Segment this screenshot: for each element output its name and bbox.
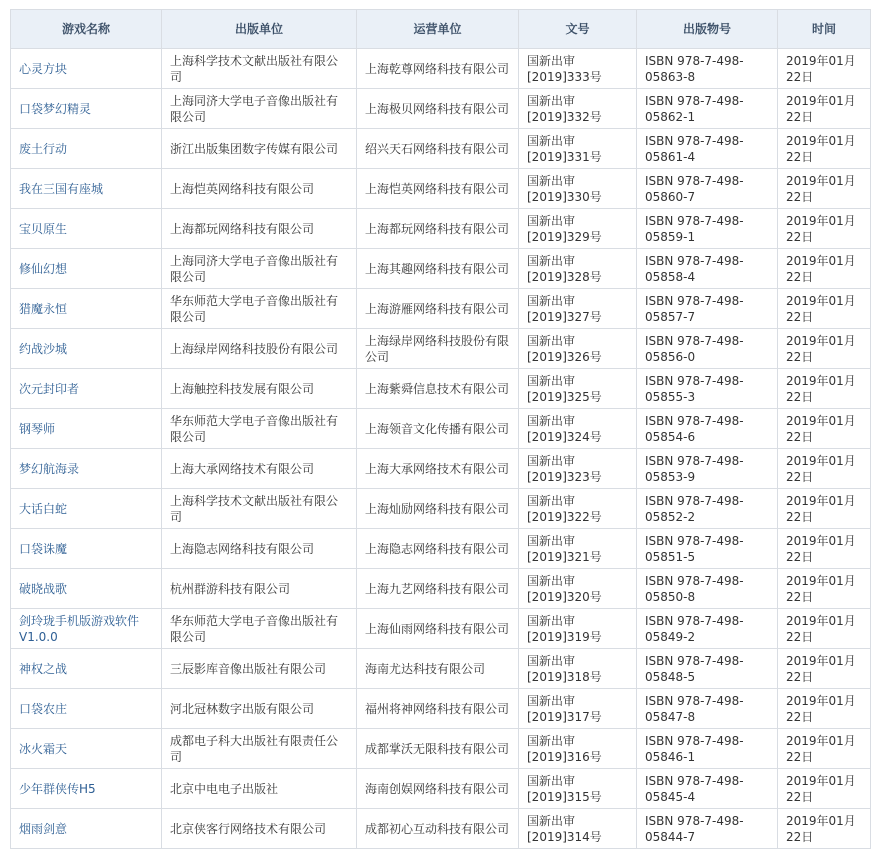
game-name-cell[interactable]: 剑玲珑手机版游戏软件V1.0.0: [11, 609, 162, 649]
publisher-cell: 上海大承网络技术有限公司: [162, 449, 357, 489]
game-name-cell[interactable]: 口袋农庄: [11, 689, 162, 729]
approval-number-cell: 国新出审[2019]318号: [519, 649, 637, 689]
table-header: [11, 10, 871, 49]
date-cell: 2019年01月22日: [778, 89, 871, 129]
table-row: [11, 369, 871, 409]
date-cell: 2019年01月22日: [778, 609, 871, 649]
table-row: [11, 569, 871, 609]
game-name-cell[interactable]: 口袋诛魔: [11, 529, 162, 569]
isbn-cell: ISBN 978-7-498-05859-1: [637, 209, 778, 249]
game-name-cell[interactable]: 废土行动: [11, 129, 162, 169]
approval-number-cell: 国新出审[2019]317号: [519, 689, 637, 729]
table-row: [11, 129, 871, 169]
approval-number-cell: 国新出审[2019]325号: [519, 369, 637, 409]
approval-number-cell: 国新出审[2019]327号: [519, 289, 637, 329]
table-row: [11, 49, 871, 89]
date-cell: 2019年01月22日: [778, 729, 871, 769]
operator-cell: 上海隐志网络科技有限公司: [357, 529, 519, 569]
approval-number-cell: 国新出审[2019]320号: [519, 569, 637, 609]
date-cell: 2019年01月22日: [778, 489, 871, 529]
operator-cell: 上海游雁网络科技有限公司: [357, 289, 519, 329]
date-cell: 2019年01月22日: [778, 809, 871, 849]
isbn-cell: ISBN 978-7-498-05851-5: [637, 529, 778, 569]
game-name-cell[interactable]: 烟雨剑意: [11, 809, 162, 849]
approval-number-cell: 国新出审[2019]316号: [519, 729, 637, 769]
game-approval-table: [10, 9, 871, 849]
operator-cell: 海南创娱网络科技有限公司: [357, 769, 519, 809]
publisher-cell: 杭州群游科技有限公司: [162, 569, 357, 609]
publisher-cell: 上海触控科技发展有限公司: [162, 369, 357, 409]
approval-number-cell: 国新出审[2019]319号: [519, 609, 637, 649]
isbn-cell: ISBN 978-7-498-05863-8: [637, 49, 778, 89]
table-row: [11, 209, 871, 249]
approval-number-cell: 国新出审[2019]329号: [519, 209, 637, 249]
date-cell: 2019年01月22日: [778, 769, 871, 809]
game-name-cell[interactable]: 大话白蛇: [11, 489, 162, 529]
date-cell: 2019年01月22日: [778, 689, 871, 729]
table-row: [11, 729, 871, 769]
operator-cell: 上海领音文化传播有限公司: [357, 409, 519, 449]
table-body: [11, 49, 871, 849]
isbn-cell: ISBN 978-7-498-05862-1: [637, 89, 778, 129]
table-row: [11, 89, 871, 129]
game-name-cell[interactable]: 猎魔永恒: [11, 289, 162, 329]
table-row: [11, 169, 871, 209]
operator-cell: 福州将神网络科技有限公司: [357, 689, 519, 729]
operator-cell: 上海恺英网络科技有限公司: [357, 169, 519, 209]
isbn-cell: ISBN 978-7-498-05848-5: [637, 649, 778, 689]
game-name-cell[interactable]: 少年群侠传H5: [11, 769, 162, 809]
publisher-cell: 华东师范大学电子音像出版社有限公司: [162, 609, 357, 649]
game-name-cell[interactable]: 宝贝原生: [11, 209, 162, 249]
table-row: [11, 649, 871, 689]
date-cell: 2019年01月22日: [778, 649, 871, 689]
operator-cell: 上海绿岸网络科技股份有限公司: [357, 329, 519, 369]
table-row: [11, 289, 871, 329]
table-row: [11, 329, 871, 369]
isbn-cell: ISBN 978-7-498-05850-8: [637, 569, 778, 609]
date-cell: 2019年01月22日: [778, 409, 871, 449]
isbn-cell: ISBN 978-7-498-05860-7: [637, 169, 778, 209]
publisher-cell: 上海绿岸网络科技股份有限公司: [162, 329, 357, 369]
table-row: [11, 529, 871, 569]
table-row: [11, 809, 871, 849]
game-name-cell[interactable]: 约战沙城: [11, 329, 162, 369]
date-cell: 2019年01月22日: [778, 129, 871, 169]
operator-cell: 上海乾尊网络科技有限公司: [357, 49, 519, 89]
table-row: [11, 449, 871, 489]
date-cell: 2019年01月22日: [778, 289, 871, 329]
isbn-cell: ISBN 978-7-498-05849-2: [637, 609, 778, 649]
publisher-cell: 上海同济大学电子音像出版社有限公司: [162, 89, 357, 129]
approval-number-cell: 国新出审[2019]315号: [519, 769, 637, 809]
operator-cell: 成都掌沃无限科技有限公司: [357, 729, 519, 769]
game-name-cell[interactable]: 钢琴师: [11, 409, 162, 449]
table-row: [11, 409, 871, 449]
date-cell: 2019年01月22日: [778, 249, 871, 289]
publisher-cell: 浙江出版集团数字传媒有限公司: [162, 129, 357, 169]
isbn-cell: ISBN 978-7-498-05856-0: [637, 329, 778, 369]
game-name-cell[interactable]: 梦幻航海录: [11, 449, 162, 489]
publisher-cell: 华东师范大学电子音像出版社有限公司: [162, 409, 357, 449]
date-cell: 2019年01月22日: [778, 569, 871, 609]
approval-number-cell: 国新出审[2019]322号: [519, 489, 637, 529]
game-name-cell[interactable]: 我在三国有座城: [11, 169, 162, 209]
header-isbn: 出版物号: [637, 10, 778, 49]
publisher-cell: 成都电子科大出版社有限责任公司: [162, 729, 357, 769]
publisher-cell: 三辰影库音像出版社有限公司: [162, 649, 357, 689]
approval-number-cell: 国新出审[2019]332号: [519, 89, 637, 129]
date-cell: 2019年01月22日: [778, 329, 871, 369]
publisher-cell: 上海科学技术文献出版社有限公司: [162, 489, 357, 529]
isbn-cell: ISBN 978-7-498-05858-4: [637, 249, 778, 289]
publisher-cell: 上海隐志网络科技有限公司: [162, 529, 357, 569]
date-cell: 2019年01月22日: [778, 209, 871, 249]
publisher-cell: 华东师范大学电子音像出版社有限公司: [162, 289, 357, 329]
isbn-cell: ISBN 978-7-498-05861-4: [637, 129, 778, 169]
publisher-cell: 上海都玩网络科技有限公司: [162, 209, 357, 249]
operator-cell: 绍兴天石网络科技有限公司: [357, 129, 519, 169]
operator-cell: 上海九艺网络科技有限公司: [357, 569, 519, 609]
approval-number-cell: 国新出审[2019]321号: [519, 529, 637, 569]
operator-cell: 上海灿励网络科技有限公司: [357, 489, 519, 529]
approval-number-cell: 国新出审[2019]323号: [519, 449, 637, 489]
isbn-cell: ISBN 978-7-498-05852-2: [637, 489, 778, 529]
header-row: [11, 10, 871, 49]
table-row: [11, 769, 871, 809]
game-name-cell[interactable]: 冰火霜天: [11, 729, 162, 769]
isbn-cell: ISBN 978-7-498-05855-3: [637, 369, 778, 409]
isbn-cell: ISBN 978-7-498-05854-6: [637, 409, 778, 449]
header-date: 时间: [778, 10, 871, 49]
game-name-cell[interactable]: 神权之战: [11, 649, 162, 689]
operator-cell: 上海其趣网络科技有限公司: [357, 249, 519, 289]
game-name-cell[interactable]: 修仙幻想: [11, 249, 162, 289]
operator-cell: 上海仙雨网络科技有限公司: [357, 609, 519, 649]
date-cell: 2019年01月22日: [778, 369, 871, 409]
date-cell: 2019年01月22日: [778, 529, 871, 569]
publisher-cell: 上海同济大学电子音像出版社有限公司: [162, 249, 357, 289]
isbn-cell: ISBN 978-7-498-05845-4: [637, 769, 778, 809]
operator-cell: 上海紫舜信息技术有限公司: [357, 369, 519, 409]
game-name-cell[interactable]: 心灵方块: [11, 49, 162, 89]
isbn-cell: ISBN 978-7-498-05844-7: [637, 809, 778, 849]
table-row: [11, 489, 871, 529]
operator-cell: 上海极贝网络科技有限公司: [357, 89, 519, 129]
isbn-cell: ISBN 978-7-498-05853-9: [637, 449, 778, 489]
table-row: [11, 249, 871, 289]
operator-cell: 上海都玩网络科技有限公司: [357, 209, 519, 249]
publisher-cell: 上海恺英网络科技有限公司: [162, 169, 357, 209]
approval-number-cell: 国新出审[2019]326号: [519, 329, 637, 369]
header-approval-number: 文号: [519, 10, 637, 49]
approval-number-cell: 国新出审[2019]324号: [519, 409, 637, 449]
isbn-cell: ISBN 978-7-498-05846-1: [637, 729, 778, 769]
table-row: [11, 689, 871, 729]
publisher-cell: 北京侠客行网络技术有限公司: [162, 809, 357, 849]
publisher-cell: 上海科学技术文献出版社有限公司: [162, 49, 357, 89]
header-operator: 运营单位: [357, 10, 519, 49]
publisher-cell: 北京中电电子出版社: [162, 769, 357, 809]
publisher-cell: 河北冠林数字出版有限公司: [162, 689, 357, 729]
operator-cell: 成都初心互动科技有限公司: [357, 809, 519, 849]
approval-number-cell: 国新出审[2019]333号: [519, 49, 637, 89]
approval-number-cell: 国新出审[2019]331号: [519, 129, 637, 169]
isbn-cell: ISBN 978-7-498-05857-7: [637, 289, 778, 329]
approval-number-cell: 国新出审[2019]314号: [519, 809, 637, 849]
date-cell: 2019年01月22日: [778, 49, 871, 89]
date-cell: 2019年01月22日: [778, 449, 871, 489]
header-publisher: 出版单位: [162, 10, 357, 49]
game-name-cell[interactable]: 次元封印者: [11, 369, 162, 409]
table-row: [11, 609, 871, 649]
operator-cell: 海南尤达科技有限公司: [357, 649, 519, 689]
approval-number-cell: 国新出审[2019]330号: [519, 169, 637, 209]
header-game-name: 游戏名称: [11, 10, 162, 49]
operator-cell: 上海大承网络技术有限公司: [357, 449, 519, 489]
approval-number-cell: 国新出审[2019]328号: [519, 249, 637, 289]
isbn-cell: ISBN 978-7-498-05847-8: [637, 689, 778, 729]
date-cell: 2019年01月22日: [778, 169, 871, 209]
game-name-cell[interactable]: 口袋梦幻精灵: [11, 89, 162, 129]
game-name-cell[interactable]: 破晓战歌: [11, 569, 162, 609]
